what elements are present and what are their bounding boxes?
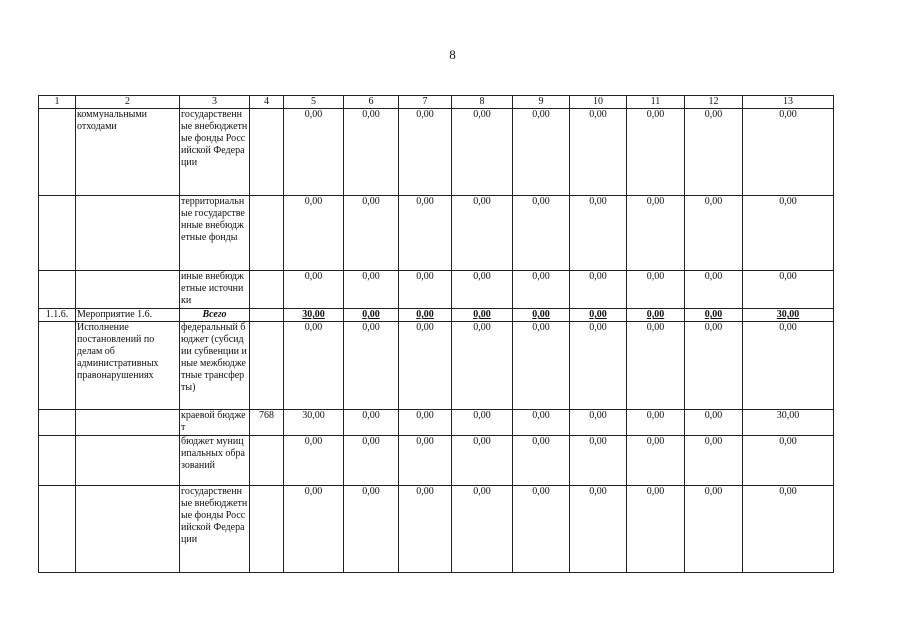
table-row <box>39 436 834 486</box>
funding-source-cell: краевой бюджет <box>180 410 250 436</box>
table-row <box>39 486 834 573</box>
value-cell: 0,00 <box>513 109 570 196</box>
table-row <box>39 109 834 196</box>
measure-name-cell <box>76 486 180 573</box>
value-cell: 0,00 <box>452 322 513 410</box>
value-cell: 0,00 <box>627 322 685 410</box>
value-cell: 0,00 <box>399 309 452 322</box>
value-cell: 0,00 <box>399 322 452 410</box>
header-cell: 12 <box>685 96 743 109</box>
value-cell: 0,00 <box>284 436 344 486</box>
value-cell: 0,00 <box>344 410 399 436</box>
value-cell: 0,00 <box>513 322 570 410</box>
measure-name-cell: коммунальными отходами <box>76 109 180 196</box>
value-cell: 0,00 <box>452 271 513 309</box>
header-cell: 1 <box>39 96 76 109</box>
funding-source-cell: Всего <box>180 309 250 322</box>
value-cell: 0,00 <box>743 109 834 196</box>
header-cell: 6 <box>344 96 399 109</box>
value-cell: 0,00 <box>452 486 513 573</box>
code-cell <box>250 271 284 309</box>
code-cell <box>250 436 284 486</box>
header-cell: 10 <box>570 96 627 109</box>
value-cell: 0,00 <box>452 309 513 322</box>
value-cell: 0,00 <box>284 109 344 196</box>
value-cell: 0,00 <box>570 410 627 436</box>
value-cell: 0,00 <box>627 410 685 436</box>
value-cell: 0,00 <box>399 486 452 573</box>
value-cell: 0,00 <box>743 271 834 309</box>
code-cell <box>250 309 284 322</box>
row-number-cell <box>39 271 76 309</box>
row-number-cell <box>39 486 76 573</box>
code-cell <box>250 486 284 573</box>
table-row <box>39 322 834 410</box>
header-row <box>39 96 834 109</box>
value-cell: 0,00 <box>284 271 344 309</box>
header-cell: 9 <box>513 96 570 109</box>
funding-source-cell: государственные внебюджетные фонды Российской Федерации <box>180 486 250 573</box>
code-cell <box>250 322 284 410</box>
table-row-total <box>39 309 834 322</box>
value-cell: 0,00 <box>399 271 452 309</box>
table-row <box>39 410 834 436</box>
value-cell: 0,00 <box>685 322 743 410</box>
value-cell: 0,00 <box>284 322 344 410</box>
value-cell: 30,00 <box>284 309 344 322</box>
row-number-cell <box>39 436 76 486</box>
value-cell: 0,00 <box>627 309 685 322</box>
budget-table <box>38 95 834 573</box>
value-cell: 0,00 <box>452 436 513 486</box>
value-cell: 0,00 <box>627 271 685 309</box>
header-cell: 7 <box>399 96 452 109</box>
value-cell: 0,00 <box>452 196 513 271</box>
value-cell: 0,00 <box>570 486 627 573</box>
funding-source-cell: бюджет муниципальных образований <box>180 436 250 486</box>
value-cell: 0,00 <box>399 436 452 486</box>
funding-source-cell: федеральный бюджет (субсидии субвенции иные межбюджетные трансферты) <box>180 322 250 410</box>
header-cell: 5 <box>284 96 344 109</box>
value-cell: 0,00 <box>685 436 743 486</box>
measure-name-cell: Мероприятие 1.6. <box>76 309 180 322</box>
value-cell: 0,00 <box>344 322 399 410</box>
header-cell: 13 <box>743 96 834 109</box>
value-cell: 0,00 <box>570 196 627 271</box>
value-cell: 0,00 <box>399 109 452 196</box>
value-cell: 0,00 <box>399 410 452 436</box>
value-cell: 0,00 <box>743 322 834 410</box>
value-cell: 0,00 <box>570 322 627 410</box>
value-cell: 0,00 <box>743 486 834 573</box>
measure-name-cell: Исполнение постановлений по делам об административных правонарушениях <box>76 322 180 410</box>
funding-source-cell: территориальные государственные внебюджетные фонды <box>180 196 250 271</box>
value-cell: 0,00 <box>344 109 399 196</box>
row-number-cell <box>39 109 76 196</box>
value-cell: 30,00 <box>284 410 344 436</box>
value-cell: 0,00 <box>344 436 399 486</box>
value-cell: 30,00 <box>743 309 834 322</box>
code-cell: 768 <box>250 410 284 436</box>
value-cell: 0,00 <box>513 309 570 322</box>
row-number-cell <box>39 322 76 410</box>
value-cell: 0,00 <box>685 309 743 322</box>
value-cell: 0,00 <box>685 109 743 196</box>
value-cell: 0,00 <box>513 196 570 271</box>
measure-name-cell <box>76 196 180 271</box>
header-cell: 3 <box>180 96 250 109</box>
value-cell: 0,00 <box>627 109 685 196</box>
header-cell: 8 <box>452 96 513 109</box>
value-cell: 0,00 <box>452 410 513 436</box>
row-number-cell: 1.1.6. <box>39 309 76 322</box>
value-cell: 0,00 <box>570 309 627 322</box>
value-cell: 0,00 <box>399 196 452 271</box>
value-cell: 0,00 <box>570 436 627 486</box>
measure-name-cell <box>76 271 180 309</box>
value-cell: 0,00 <box>344 309 399 322</box>
header-cell: 11 <box>627 96 685 109</box>
value-cell: 0,00 <box>627 436 685 486</box>
value-cell: 0,00 <box>452 109 513 196</box>
value-cell: 0,00 <box>570 109 627 196</box>
value-cell: 0,00 <box>344 196 399 271</box>
header-cell: 4 <box>250 96 284 109</box>
value-cell: 0,00 <box>685 410 743 436</box>
value-cell: 0,00 <box>685 196 743 271</box>
value-cell: 0,00 <box>743 196 834 271</box>
value-cell: 0,00 <box>344 271 399 309</box>
measure-name-cell <box>76 436 180 486</box>
value-cell: 0,00 <box>743 436 834 486</box>
funding-source-cell: государственные внебюджетные фонды Российской Федерации <box>180 109 250 196</box>
value-cell: 0,00 <box>513 486 570 573</box>
header-cell: 2 <box>76 96 180 109</box>
value-cell: 0,00 <box>685 271 743 309</box>
code-cell <box>250 196 284 271</box>
value-cell: 0,00 <box>284 486 344 573</box>
value-cell: 0,00 <box>627 196 685 271</box>
value-cell: 0,00 <box>570 271 627 309</box>
value-cell: 0,00 <box>284 196 344 271</box>
funding-source-cell: иные внебюджетные источники <box>180 271 250 309</box>
measure-name-cell <box>76 410 180 436</box>
value-cell: 0,00 <box>513 271 570 309</box>
value-cell: 0,00 <box>344 486 399 573</box>
value-cell: 30,00 <box>743 410 834 436</box>
code-cell <box>250 109 284 196</box>
page-number: 8 <box>449 47 456 62</box>
value-cell: 0,00 <box>513 436 570 486</box>
value-cell: 0,00 <box>685 486 743 573</box>
row-number-cell <box>39 196 76 271</box>
value-cell: 0,00 <box>513 410 570 436</box>
table-row <box>39 196 834 271</box>
row-number-cell <box>39 410 76 436</box>
value-cell: 0,00 <box>627 486 685 573</box>
table-row <box>39 271 834 309</box>
